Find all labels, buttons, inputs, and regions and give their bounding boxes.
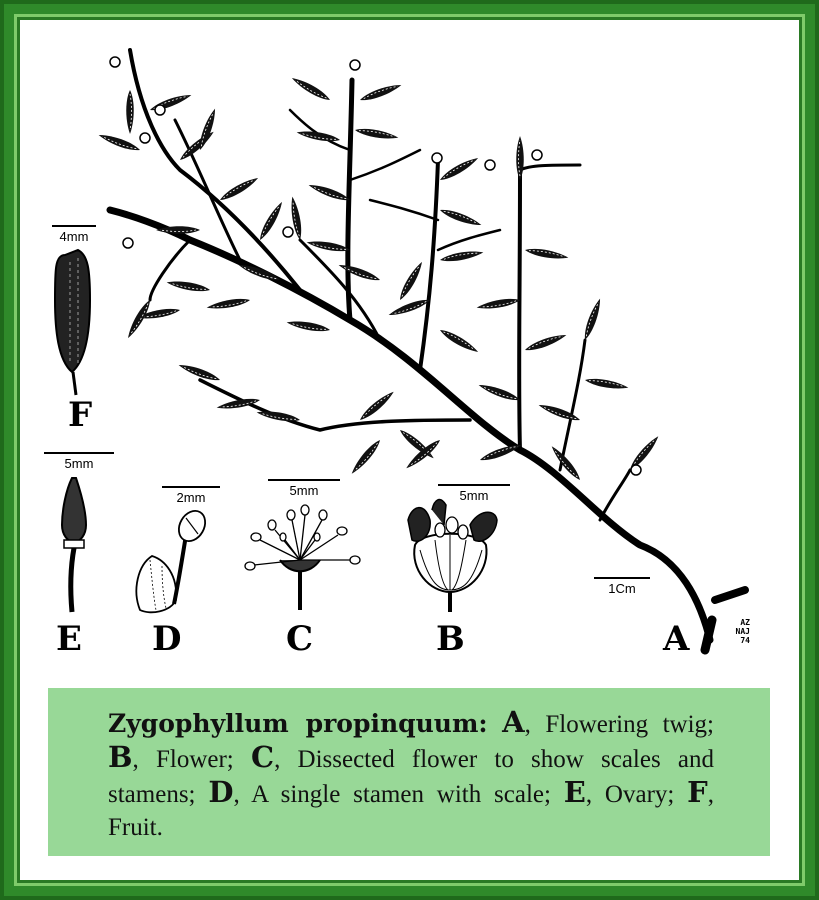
caption-species-name: Zygophyllum propinquum: — [108, 709, 488, 738]
scale-label-e: 5mm — [64, 456, 94, 471]
panel-label-b: B — [436, 619, 465, 659]
caption-letter-b: B — [108, 740, 133, 774]
panel-label-f: F — [68, 395, 93, 435]
scale-label-f: 4mm — [59, 229, 89, 244]
figure-caption — [48, 688, 770, 856]
scale-bar-b — [438, 484, 510, 502]
stamen-drawing — [136, 506, 210, 612]
scale-bar-d — [162, 486, 220, 504]
fruit-drawing — [55, 250, 90, 395]
caption-text-d: , A single stamen with scale; — [233, 781, 551, 808]
caption-letter-a: A — [502, 705, 525, 739]
panel-label-d: D — [152, 619, 182, 659]
flower-drawing — [408, 500, 497, 612]
artist-signature — [716, 618, 750, 645]
scale-bar-a — [594, 577, 650, 595]
scale-bar-f — [52, 225, 96, 243]
scale-label-c: 5mm — [289, 483, 319, 498]
scale-label-b: 5mm — [459, 488, 489, 503]
scale-bar-e — [44, 452, 114, 470]
panel-label-a: A — [663, 619, 690, 659]
scale-label-d: 2mm — [176, 490, 206, 505]
caption-text-e: , Ovary; — [585, 781, 675, 808]
signature-line-3: 74 — [740, 636, 750, 645]
caption-text-b: , Flower; — [132, 746, 234, 773]
panel-label-e: E — [56, 619, 82, 659]
scale-label-a: 1Cm — [608, 581, 636, 596]
caption-letter-d: D — [208, 775, 234, 809]
signature-line-2: NAJ — [735, 627, 750, 636]
caption-text-c: , Dissected flower to show scales and stamens; — [108, 746, 714, 808]
scale-bar-c — [268, 479, 340, 497]
caption-text-f: , Fruit. — [108, 781, 715, 841]
caption-text-a: , Flowering twig; — [524, 711, 714, 738]
ovary-drawing — [62, 478, 86, 612]
caption-letter-e: E — [563, 775, 586, 809]
caption-letter-c: C — [250, 740, 275, 774]
signature-line-1: AZ — [740, 618, 750, 627]
dissected-flower-drawing — [245, 505, 360, 610]
panel-label-c: C — [286, 619, 314, 659]
caption-letter-f: F — [687, 775, 708, 809]
